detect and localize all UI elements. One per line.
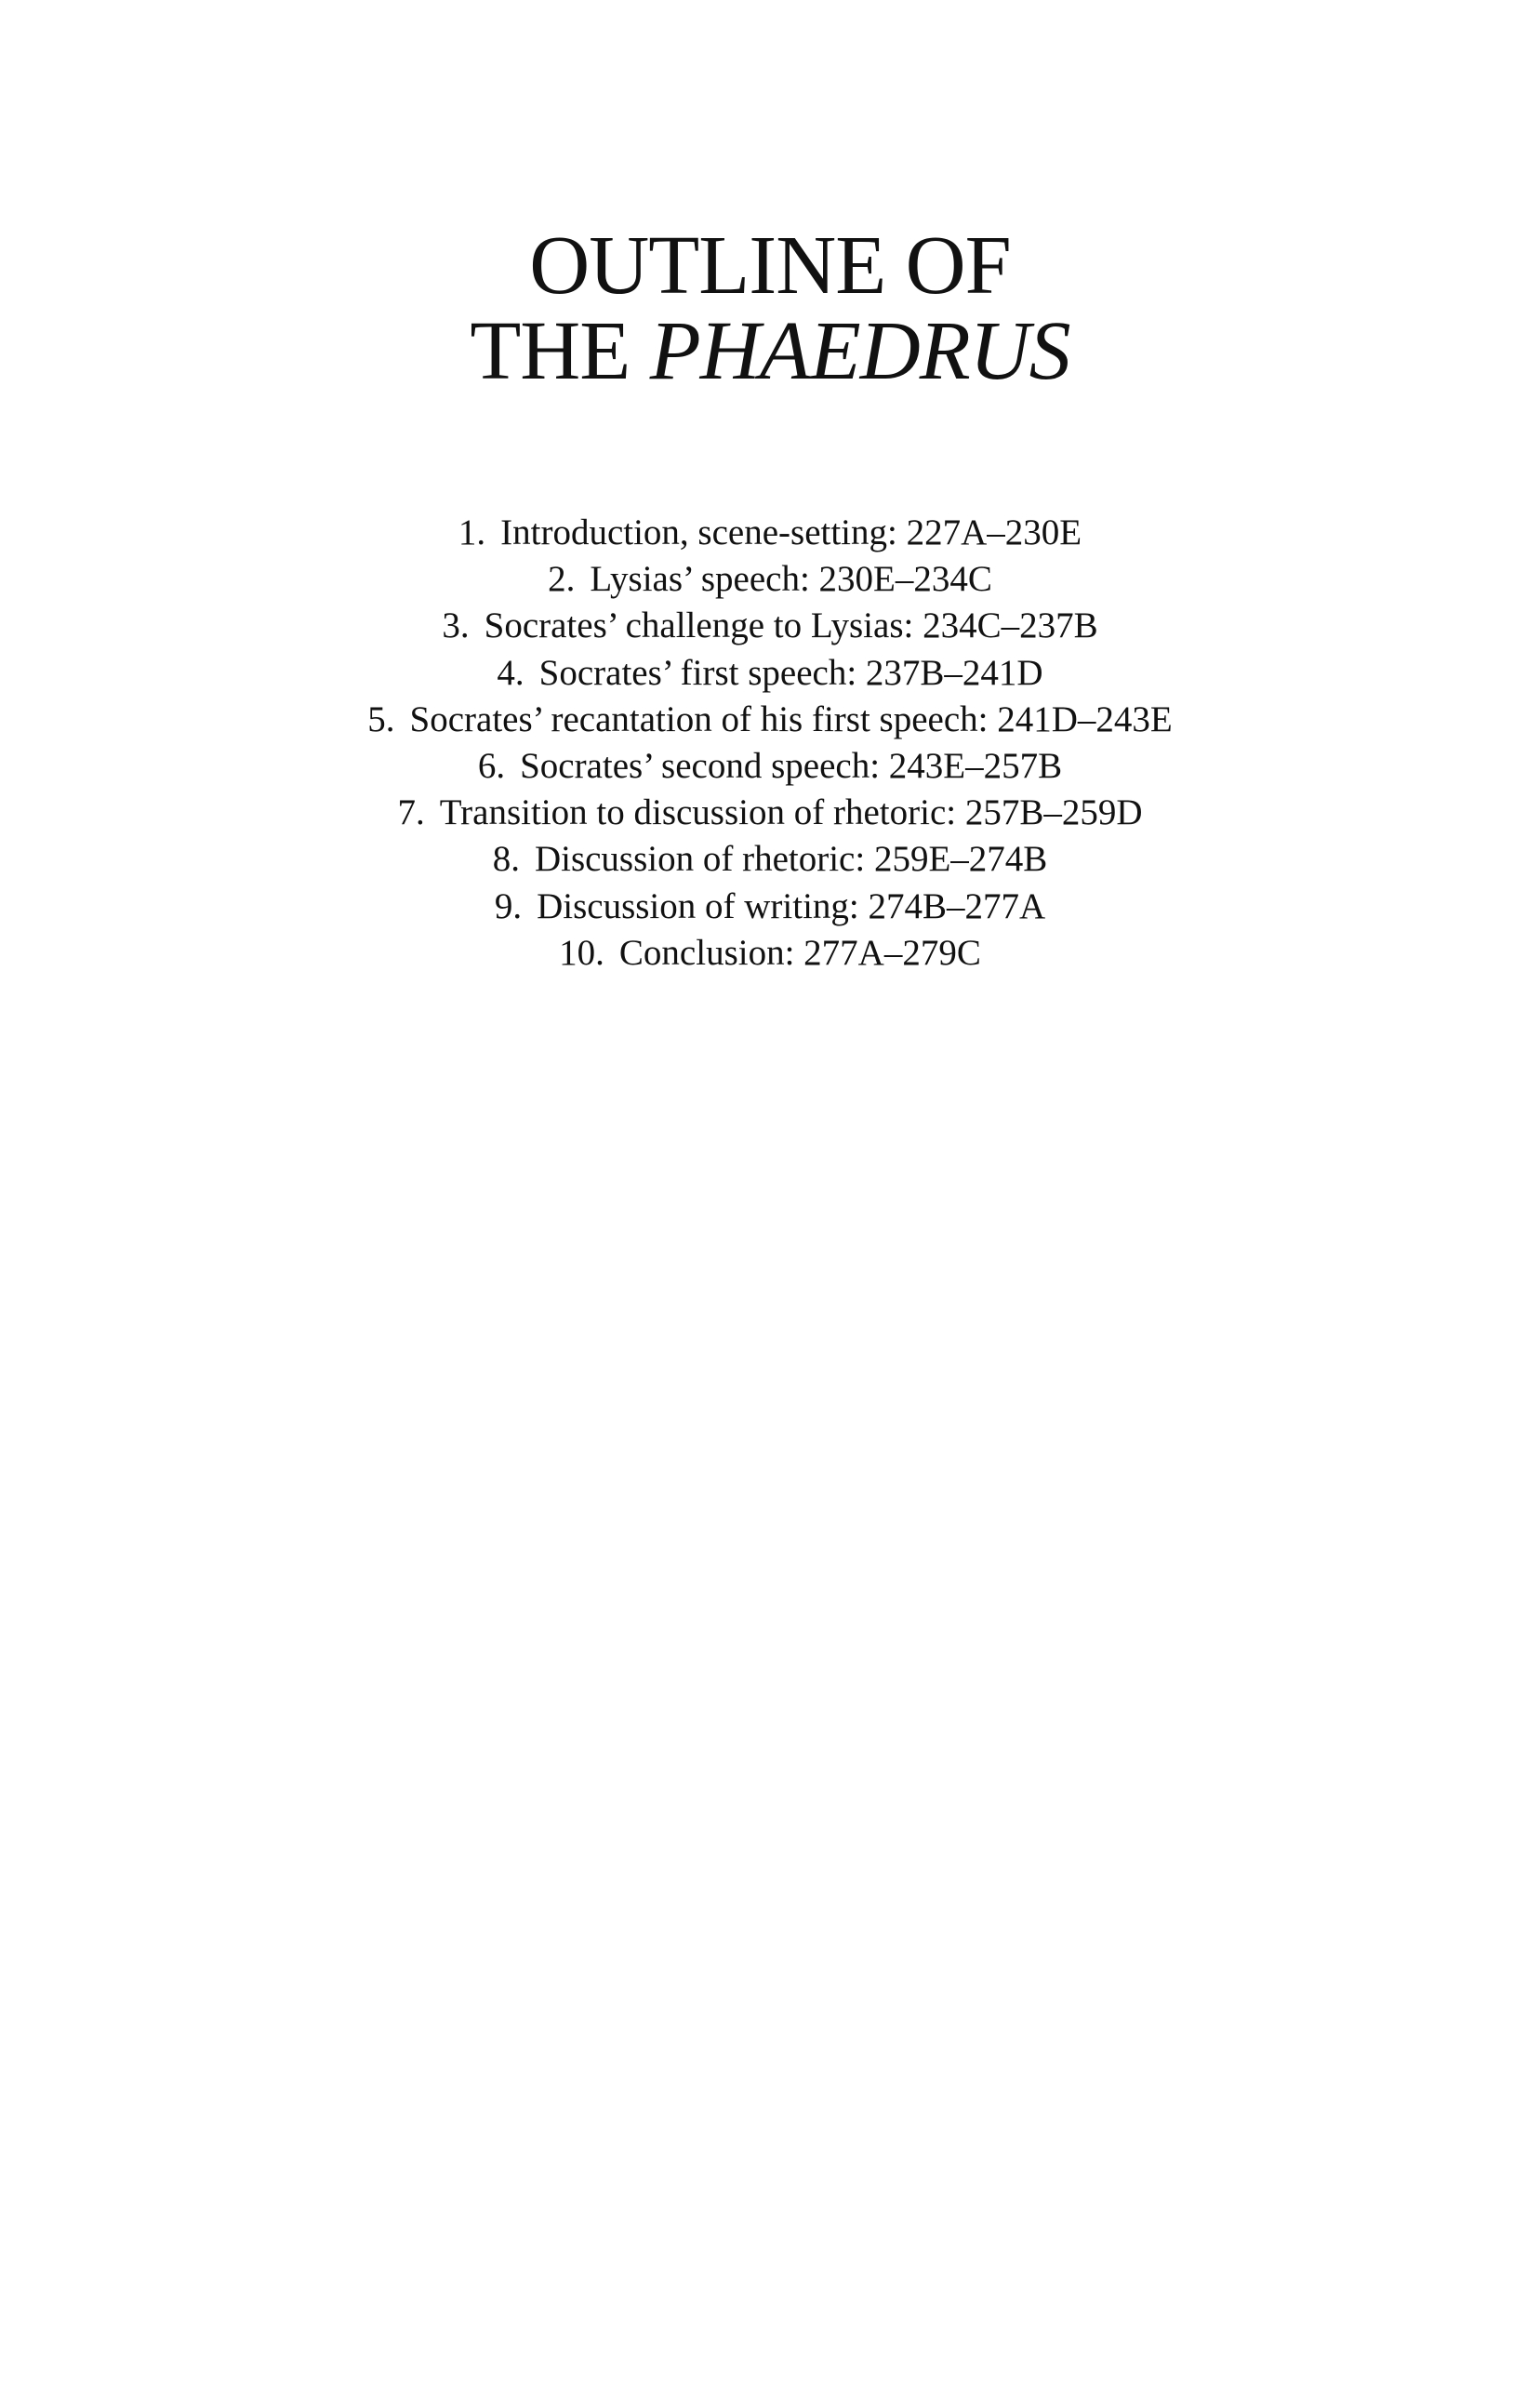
item-number: 10. — [559, 932, 604, 973]
item-text: Transition to discussion of rhetoric: 257B–259D — [439, 792, 1143, 833]
outline-item-3 — [0, 603, 1540, 649]
item-number: 9. — [494, 885, 523, 926]
outline-item-7 — [0, 790, 1540, 836]
item-text: Conclusion: 277A–279C — [618, 932, 981, 973]
item-number: 3. — [442, 605, 470, 646]
outline-item-8 — [0, 836, 1540, 883]
item-number: 8. — [492, 839, 520, 880]
item-text: Lysias’ speech: 230E–234C — [590, 559, 992, 600]
item-text: Introduction, scene-setting: 227A–230E — [500, 512, 1082, 552]
item-number: 5. — [367, 698, 395, 739]
outline-item-6 — [0, 743, 1540, 790]
item-text: Discussion of writing: 274B–277A — [537, 885, 1046, 926]
item-text: Socrates’ first speech: 237B–241D — [538, 652, 1043, 693]
title-line-2 — [0, 305, 1540, 397]
title-work-name: PHAEDRUS — [649, 305, 1070, 397]
page-title — [0, 219, 1540, 397]
item-text: Socrates’ challenge to Lysias: 234C–237B — [484, 605, 1098, 646]
item-text: Socrates’ second speech: 243E–257B — [520, 746, 1063, 787]
item-number: 4. — [497, 652, 524, 693]
outline-list — [0, 510, 1540, 977]
outline-item-1 — [0, 510, 1540, 556]
item-number: 7. — [397, 792, 425, 833]
outline-item-10 — [0, 930, 1540, 977]
item-text: Discussion of rhetoric: 259E–274B — [534, 839, 1048, 880]
outline-item-5 — [0, 697, 1540, 743]
outline-item-2 — [0, 556, 1540, 603]
outline-item-9 — [0, 884, 1540, 930]
outline-item-4 — [0, 650, 1540, 697]
title-prefix: THE — [470, 305, 650, 397]
title-line-1: OUTLINE OF — [529, 219, 1011, 312]
item-number: 6. — [477, 746, 506, 787]
item-text: Socrates’ recantation of his first speech: 241D–243E — [409, 698, 1173, 739]
item-number: 1. — [458, 512, 486, 552]
item-number: 2. — [548, 559, 576, 600]
